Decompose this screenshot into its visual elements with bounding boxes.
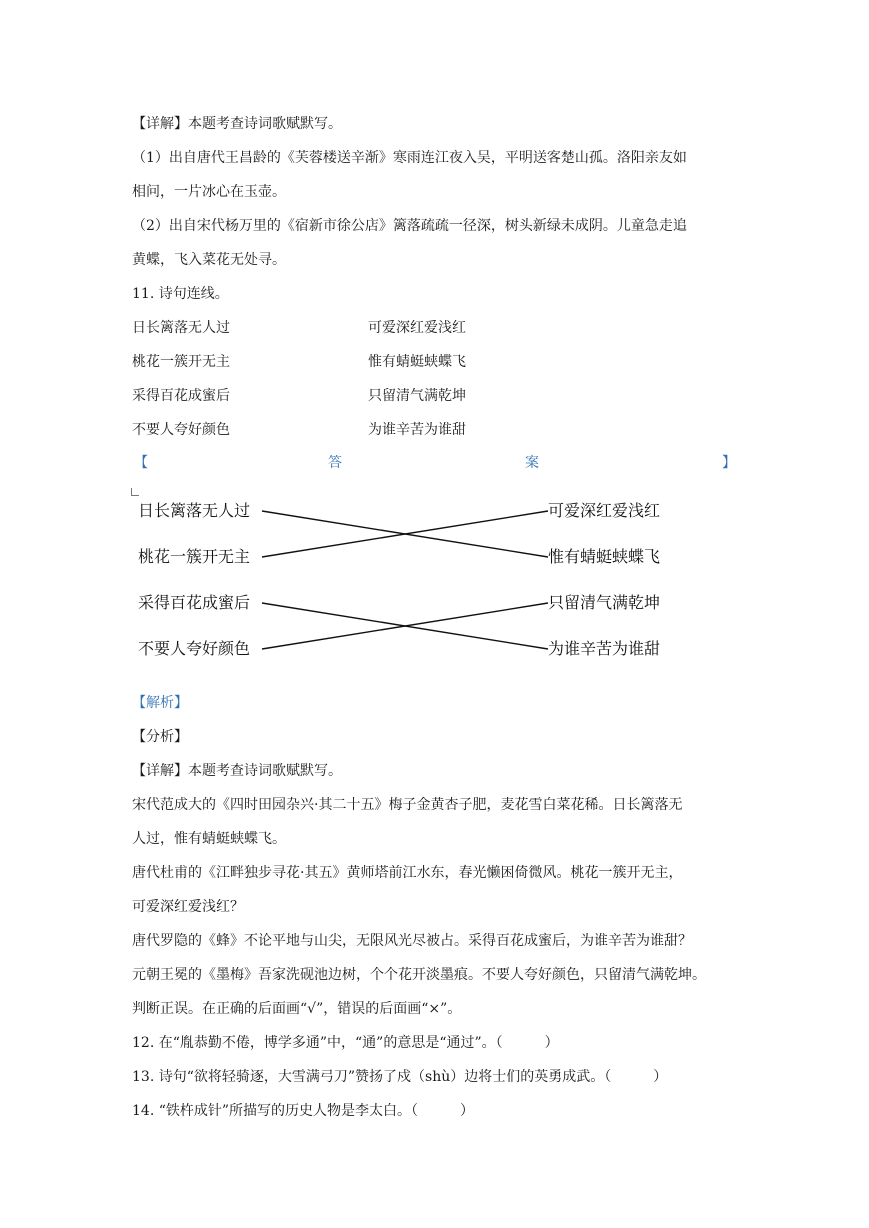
- diagram-right-3: 只留清气满乾坤: [548, 593, 661, 612]
- diagram-left-1: 日长篱落无人过: [138, 501, 251, 520]
- right-verse-1: 可爱深红爱浅红: [368, 320, 466, 336]
- diagram-right-1: 可爱深红爱浅红: [548, 501, 661, 520]
- analysis-label: 【解析】: [132, 695, 188, 711]
- left-verse-3: 采得百花成蜜后: [132, 388, 230, 404]
- answer-char-2: 案: [525, 455, 539, 471]
- explanation-1-line-a: 宋代范成大的《四时田园杂兴·其二十五》梅子金黄杏子肥，麦花雪白菜花稀。日长篱落无: [132, 797, 683, 813]
- question-12: 12. 在“胤恭勤不倦，博学多通”中，“通”的意思是“通过”。（ ）: [132, 1035, 559, 1051]
- left-verse-1: 日长篱落无人过: [132, 320, 230, 336]
- answer-bracket-close: 】: [722, 455, 736, 471]
- answer-bracket-open: 【: [134, 455, 148, 471]
- explanation-3: 唐代罗隐的《蜂》不论平地与山尖，无限风光尽被占。采得百花成蜜后，为谁辛苦为谁甜？: [132, 933, 692, 949]
- left-verse-4: 不要人夸好颜色: [132, 422, 230, 438]
- question-11-title: 11. 诗句连线。: [132, 286, 229, 302]
- detail-heading-1: 【详解】本题考查诗词歌赋默写。: [132, 116, 342, 132]
- explanation-1-line-b: 人过，惟有蜻蜓蛱蝶飞。: [132, 831, 286, 847]
- diagram-right-2: 惟有蜻蜓蛱蝶飞: [548, 547, 661, 566]
- explanation-4: 元朝王冕的《墨梅》吾家洗砚池边树，个个花开淡墨痕。不要人夸好颜色，只留清气满乾坤。: [132, 967, 706, 983]
- diagram-left-4: 不要人夸好颜色: [138, 639, 251, 658]
- diagram-left-2: 桃花一簇开无主: [138, 547, 251, 566]
- note-1-line-b: 相问，一片冰心在玉壶。: [132, 184, 286, 200]
- answer-char-1: 答: [328, 455, 342, 471]
- explanation-2-line-b: 可爱深红爱浅红？: [132, 899, 244, 915]
- diagram-left-3: 采得百花成蜜后: [138, 593, 251, 612]
- question-14: 14. “铁杵成针”所描写的历史人物是李太白。（ ）: [132, 1103, 475, 1119]
- right-verse-3: 只留清气满乾坤: [368, 388, 466, 404]
- note-1-line-a: （1）出自唐代王昌龄的《芙蓉楼送辛渐》寒雨连江夜入吴，平明送客楚山孤。洛阳亲友如: [132, 150, 687, 166]
- note-2-line-a: （2）出自宋代杨万里的《宿新市徐公店》篱落疏疏一径深，树头新绿未成阴。儿童急走追: [132, 218, 687, 234]
- matching-diagram: [128, 488, 688, 678]
- right-verse-4: 为谁辛苦为谁甜: [368, 422, 466, 438]
- left-verse-2: 桃花一簇开无主: [132, 354, 230, 370]
- note-2-line-b: 黄蝶，飞入菜花无处寻。: [132, 252, 286, 268]
- right-verse-2: 惟有蜻蜓蛱蝶飞: [368, 354, 466, 370]
- question-13: 13. 诗句“欲将轻骑逐，大雪满弓刀”赞扬了戍（shù）边将士们的英勇成武。（ ）: [132, 1069, 668, 1085]
- diagram-right-4: 为谁辛苦为谁甜: [548, 639, 661, 658]
- explanation-2-line-a: 唐代杜甫的《江畔独步寻花·其五》黄师塔前江水东，春光懒困倚微风。桃花一簇开无主，: [132, 865, 683, 881]
- judge-instruction: 判断正误。在正确的后面画“√”，错误的后面画“×”。: [132, 1001, 462, 1017]
- detail-heading-2: 【详解】本题考查诗词歌赋默写。: [132, 763, 342, 779]
- analysis-subheading: 【分析】: [132, 729, 188, 745]
